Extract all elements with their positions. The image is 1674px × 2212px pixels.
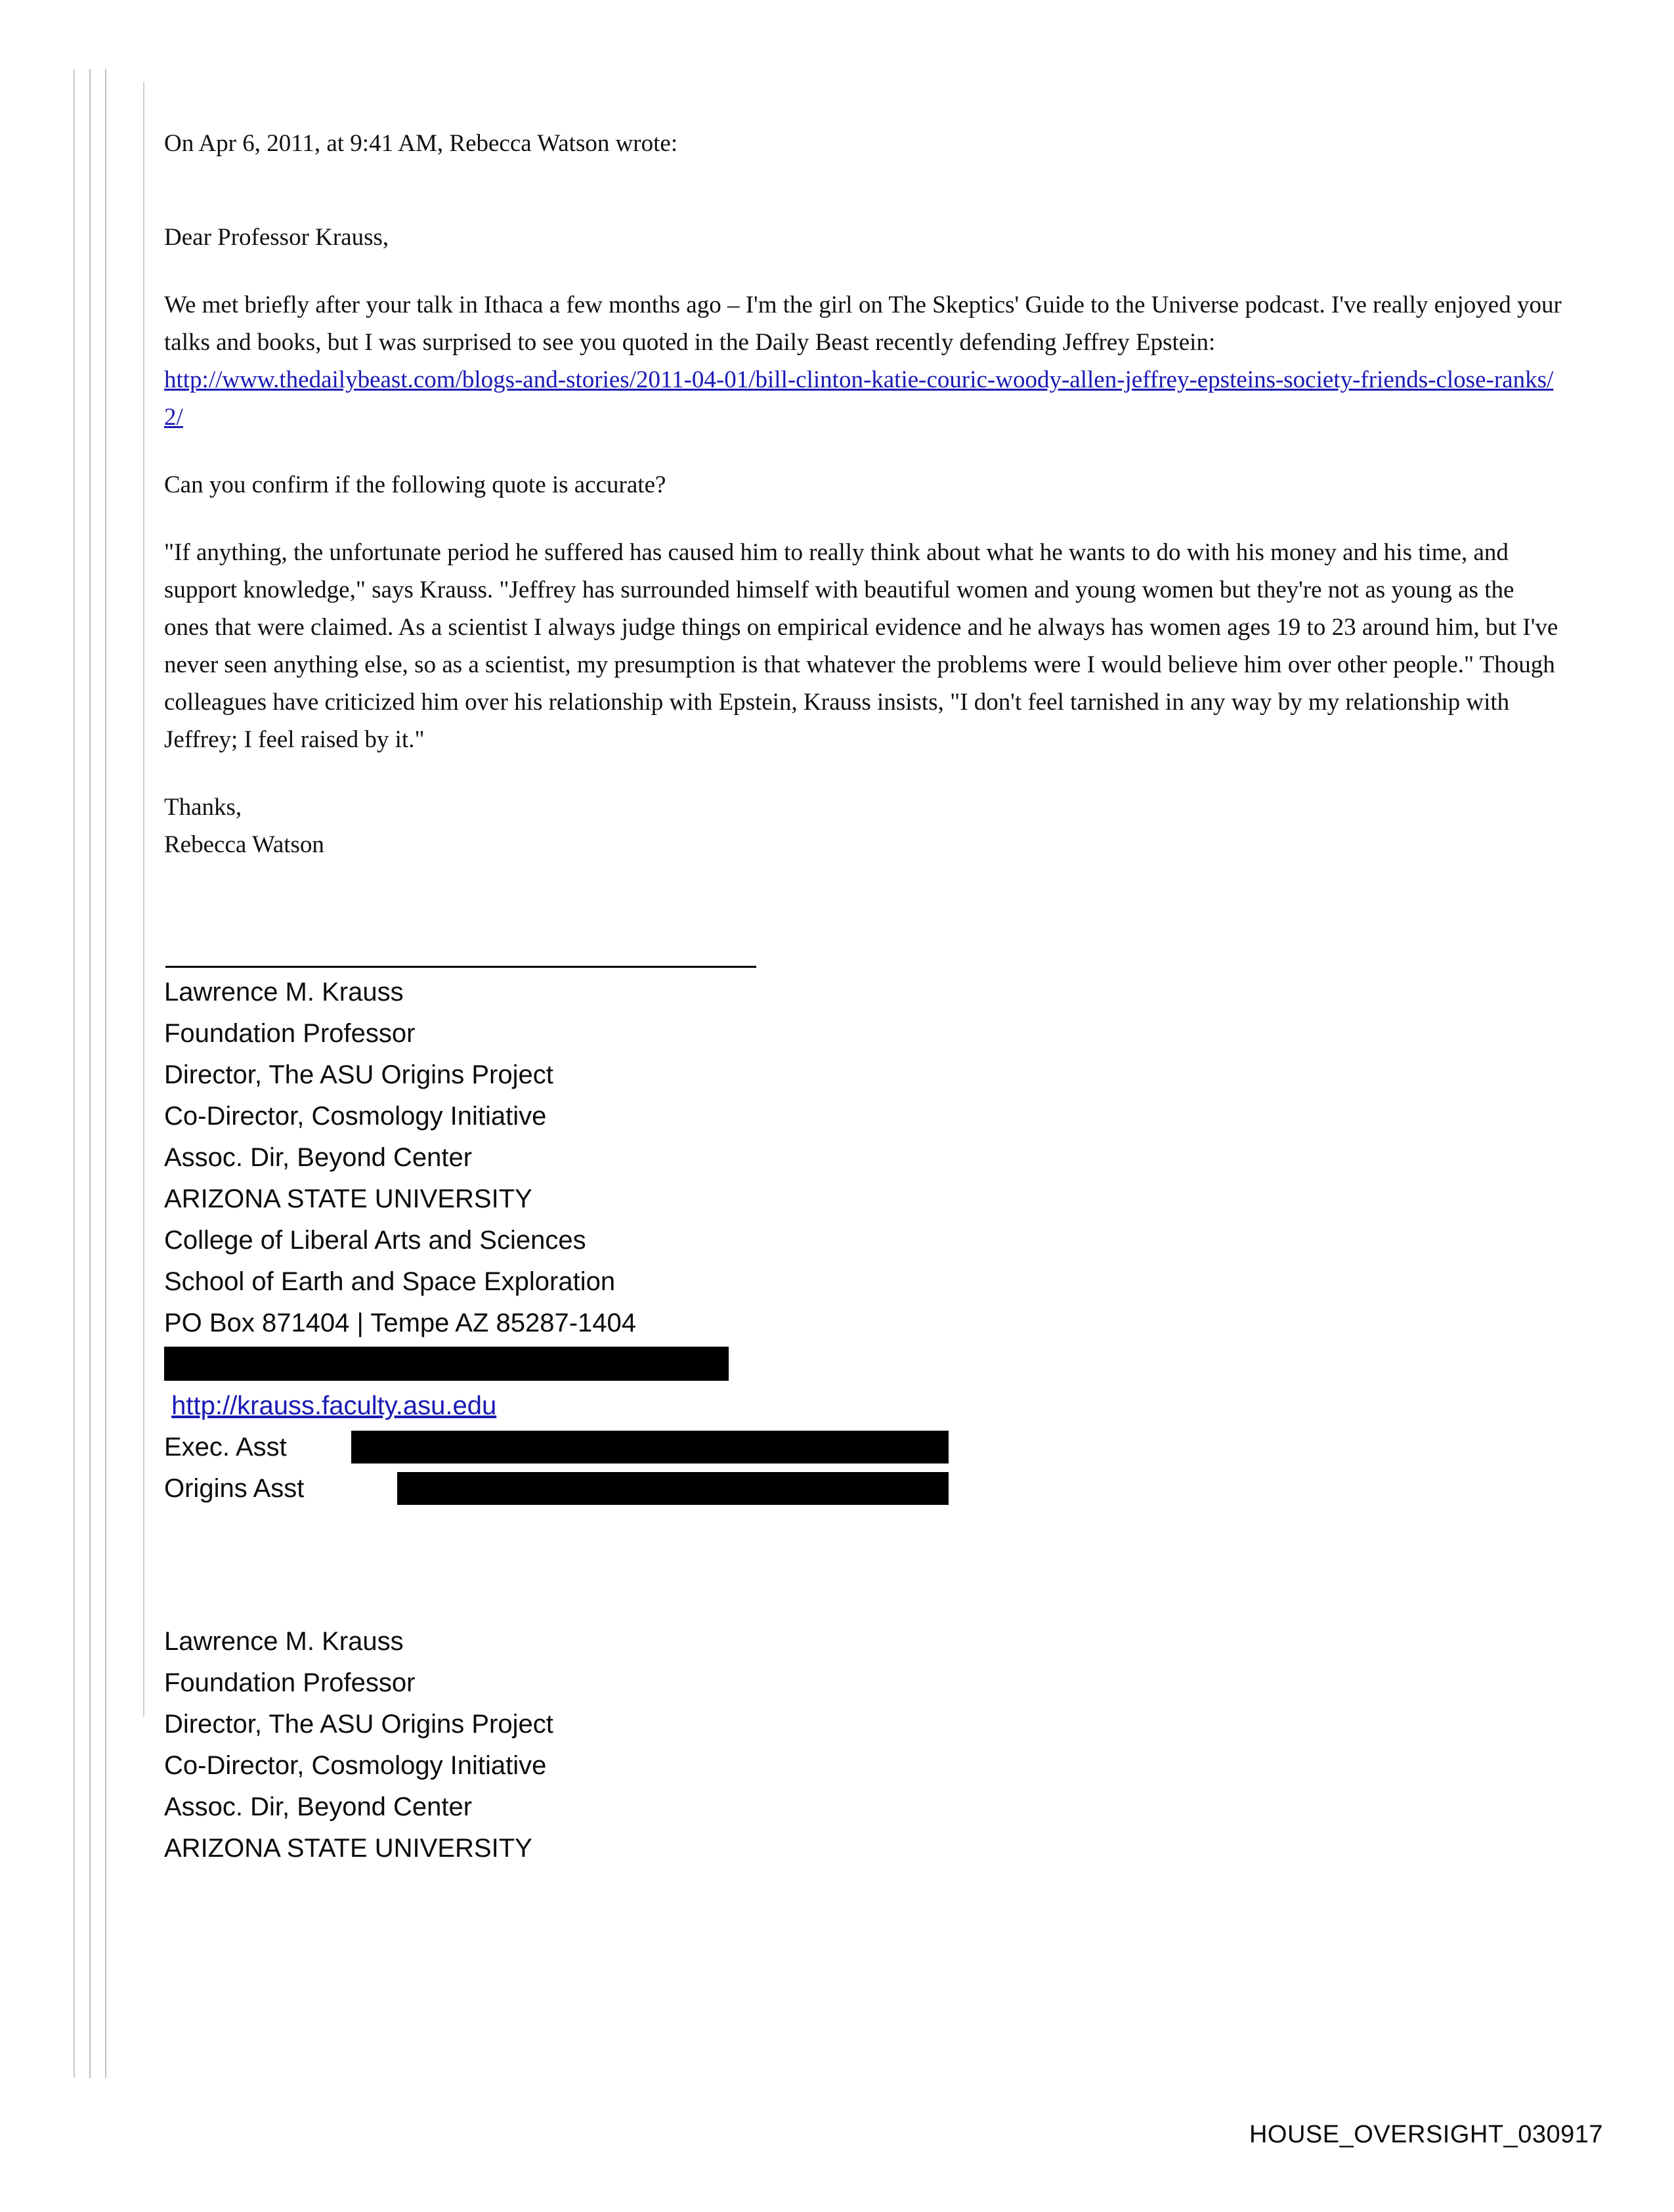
scan-artifact-line — [143, 82, 144, 1717]
signature-title-3: Co-Director, Cosmology Initiative — [164, 1751, 547, 1780]
signature-title-1: Foundation Professor — [164, 1019, 416, 1048]
redaction-bar — [397, 1472, 949, 1505]
signature-name: Lawrence M. Krauss — [164, 1627, 404, 1656]
signature-exec-asst-line — [164, 1427, 1562, 1468]
signature-title-2: Director, The ASU Origins Project — [164, 1060, 553, 1089]
bates-stamp: HOUSE_OVERSIGHT_030917 — [1249, 2121, 1603, 2148]
signature-institution: ARIZONA STATE UNIVERSITY — [164, 1184, 532, 1213]
email-paragraph-1-text: We met briefly after your talk in Ithaca a few months ago – I'm the girl on The Skeptics' Guide to the Universe podcast. I've really enjoyed your talks and books, but I was surprised to see you quoted in the Daily Beast recently defending Jeffrey Epstein: — [164, 292, 1562, 356]
signature-college: College of Liberal Arts and Sciences — [164, 1226, 586, 1255]
signature-redacted-contact — [164, 1344, 1562, 1385]
signature-address: PO Box 871404 | Tempe AZ 85287-1404 — [164, 1309, 637, 1337]
signature-title-4: Assoc. Dir, Beyond Center — [164, 1792, 473, 1821]
scan-artifact-line — [105, 69, 106, 2078]
signature-name: Lawrence M. Krauss — [164, 978, 404, 1007]
redaction-bar — [351, 1431, 949, 1464]
signature-title-4: Assoc. Dir, Beyond Center — [164, 1143, 473, 1172]
email-salutation: Dear Professor Krauss, — [164, 224, 389, 251]
email-paragraph-3: "If anything, the unfortunate period he suffered has caused him to really think about what he wants to do with his money and his time, and support knowledge," says Krauss. "Jeffrey has surrounded himself with beautiful women and young women but they're not as young as the ones that were claimed. As a scientist I always judge things on empirical evidence and he always has women ages 19 to 23 around him, but I've never seen anything else, so as a scientist, my presumption is that whatever the problems were I would believe him over other people." Though colleagues have criticized him over his relationship with Epstein, Krauss insists, "I don't feel tarnished in any way by my relationship with Jeffrey; I feel raised by it." — [164, 539, 1558, 753]
signature-origins-asst-line — [164, 1468, 1562, 1509]
signature-block-2 — [164, 1621, 1562, 1869]
email-closing: Thanks, — [164, 794, 242, 821]
signature-title-1: Foundation Professor — [164, 1668, 416, 1697]
email-paragraph-2: Can you confirm if the following quote is accurate? — [164, 471, 666, 498]
signature-website-line — [164, 1385, 1562, 1427]
scan-artifact-line — [89, 69, 91, 2078]
signature-institution: ARIZONA STATE UNIVERSITY — [164, 1834, 532, 1863]
signature-title-3: Co-Director, Cosmology Initiative — [164, 1102, 547, 1131]
daily-beast-link[interactable]: http://www.thedailybeast.com/blogs-and-stories/2011-04-01/bill-clinton-katie-couric-woody-allen-jeffrey-epsteins-society-friends-close-ranks/2/ — [164, 366, 1554, 431]
scan-artifact-line — [74, 69, 75, 2078]
signature-school: School of Earth and Space Exploration — [164, 1267, 616, 1296]
signature-title-2: Director, The ASU Origins Project — [164, 1710, 553, 1739]
email-quoted-body — [164, 125, 1562, 863]
krauss-faculty-website-link[interactable]: http://krauss.faculty.asu.edu — [171, 1391, 497, 1420]
document-body — [164, 125, 1562, 1869]
exec-asst-label: Exec. Asst — [164, 1433, 287, 1462]
email-paragraph-1 — [164, 286, 1562, 436]
signature-divider — [165, 966, 756, 968]
email-closing-name: Rebecca Watson — [164, 831, 324, 858]
redaction-bar — [164, 1347, 729, 1381]
signature-block-1 — [164, 966, 1562, 1509]
email-header-line: On Apr 6, 2011, at 9:41 AM, Rebecca Watson wrote: — [164, 130, 678, 157]
origins-asst-label: Origins Asst — [164, 1474, 305, 1503]
